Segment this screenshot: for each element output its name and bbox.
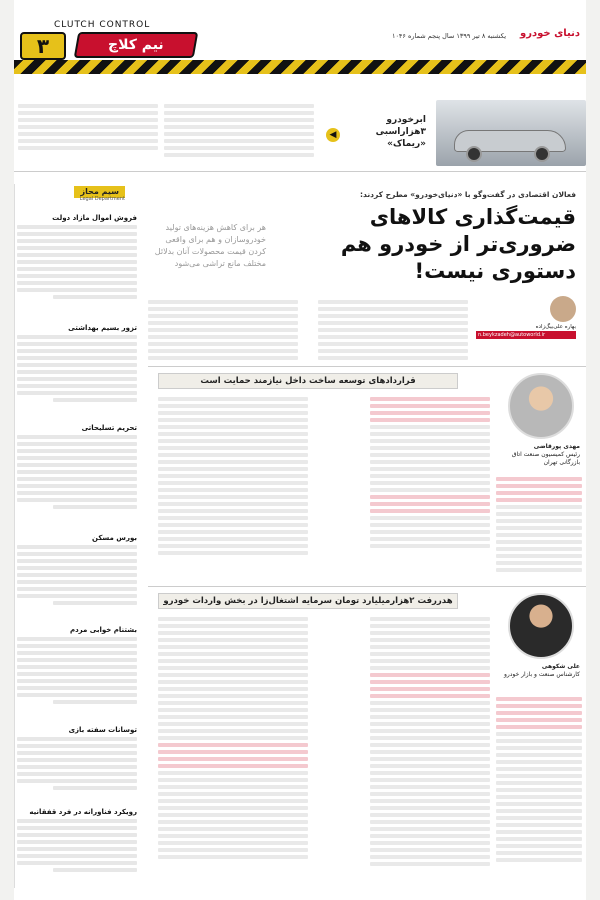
box2-column-1 <box>370 617 490 869</box>
sidebar-item <box>17 424 137 509</box>
issue-date: یکشنبه ۸ تیر ۱۳۹۹ سال پنجم شماره ۱۰۴۶ <box>391 32 506 40</box>
sidebar-title-bar <box>15 184 139 202</box>
interview-box-2 <box>148 586 586 886</box>
article-headline: قیمت‌گذاری کالاهای ضروری‌تر از خودرو هم دستوری نیست! <box>340 205 576 283</box>
top-story-headline: ابرخودرو ۳هزاراسبی «ریماک» <box>375 115 426 149</box>
sidebar-item <box>17 324 137 402</box>
box1-column-1 <box>370 397 490 551</box>
sidebar-item <box>17 808 137 872</box>
car-image <box>436 100 586 166</box>
brand-logo: دنیای خودرو <box>520 28 580 39</box>
arrow-left-icon: ◀ <box>326 128 340 142</box>
interview-box-1 <box>148 366 586 576</box>
interviewee-role: کارشناس صنعت و بازار خودرو <box>503 671 580 678</box>
article-subhead: هر برای کاهش هزینه‌های تولید خودروسازان و هم برای واقعی کردن قیمت محصولات آنان بد‌لائل مختلف مانع تراشی می‌شود <box>154 223 266 268</box>
intro-column-1 <box>318 300 468 363</box>
section-english-title: CLUTCH CONTROL <box>54 20 151 30</box>
sidebar-title: سیم‌ محاز <box>74 186 125 198</box>
box-title: هدررفت ۲هزارمیلیارد تومان سرمایه اشتغال‌زا در بخش واردات خودرو <box>158 593 458 609</box>
portrait-photo <box>508 373 574 439</box>
interviewee-name: علی شکوهی <box>541 663 580 670</box>
author-email: n.beykzadeh@autoworld.ir <box>476 331 576 339</box>
sidebar-item <box>17 626 137 704</box>
sidebar-item-title: رویکرد فناورانه در فرد قفقانیه <box>29 808 137 816</box>
legal-sidebar <box>14 184 138 888</box>
top-story-text-b <box>18 104 158 153</box>
intro-column-2 <box>148 300 298 363</box>
sidebar-item-title: توسانات سفته بازی <box>68 726 137 734</box>
sidebar-item-title: تحریم تسلیحاتی <box>81 424 137 432</box>
top-news-strip <box>14 96 586 172</box>
author-name: بهاره علی‌بیگ‌زاده <box>535 324 576 330</box>
sidebar-item-title: بشتنام خوابی مردم <box>69 626 137 634</box>
interviewee <box>496 663 580 679</box>
box2-column-3 <box>496 697 582 865</box>
article-kicker: فعالان اقتصادی در گفت‌وگو با «دنیای‌خودرو» مطرح کردند: <box>359 190 576 199</box>
box-title: قراردادهای توسعه ساخت داخل نیازمند حمایت است <box>158 373 458 389</box>
page-number: ۳ <box>20 32 66 60</box>
masthead <box>14 20 586 98</box>
sidebar-subtitle: Legal Department <box>79 196 125 202</box>
section-title: نیم کلاچ <box>108 37 164 53</box>
box1-column-3 <box>496 477 582 575</box>
author-avatar <box>550 296 576 322</box>
newspaper-page <box>14 0 586 900</box>
hazard-stripe <box>14 60 586 74</box>
sidebar-item <box>17 726 137 790</box>
top-story-text-a <box>164 104 314 160</box>
interviewee <box>496 443 580 467</box>
interviewee-role: رئیس کمیسیون صنعت اتاق بازرگانی تهران <box>511 451 580 466</box>
portrait-photo <box>508 593 574 659</box>
sidebar-item <box>17 534 137 605</box>
sidebar-item-title: تزور بسیم بهداشتی <box>68 324 137 332</box>
box1-column-2 <box>158 397 308 558</box>
sidebar-item <box>17 214 137 299</box>
section-logo <box>74 32 199 58</box>
box2-column-2 <box>158 617 308 862</box>
interviewee-name: مهدی پورقاضی <box>533 443 580 450</box>
author-byline <box>476 296 576 339</box>
sidebar-item-title: فروش اموال مازاد دولت <box>52 214 137 222</box>
sidebar-item-title: بورس مسکن <box>92 534 137 542</box>
